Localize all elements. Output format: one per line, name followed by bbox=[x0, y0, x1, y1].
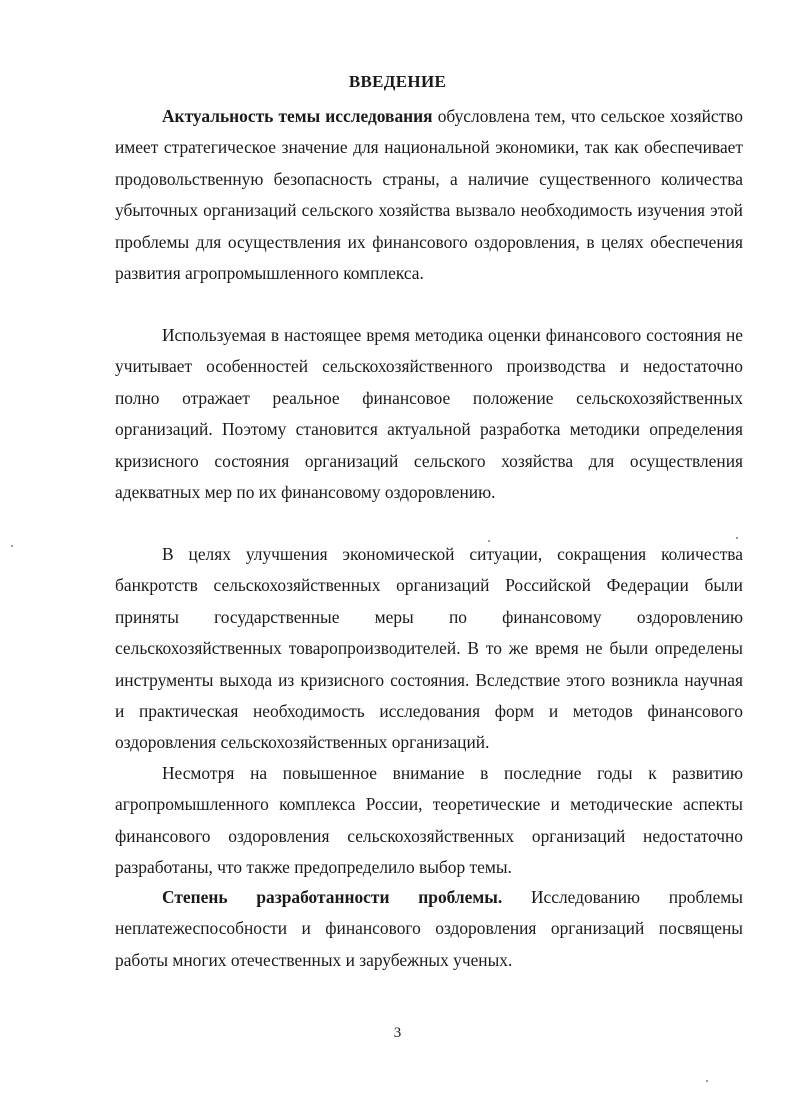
paragraph-1-block bbox=[115, 101, 743, 289]
paragraph bbox=[115, 320, 743, 508]
paragraph bbox=[115, 882, 743, 976]
paragraph-4-block bbox=[115, 758, 743, 884]
scan-speck bbox=[11, 545, 13, 547]
page-number: 3 bbox=[393, 1025, 402, 1041]
scan-speck bbox=[736, 537, 738, 539]
paragraph-5-block bbox=[115, 882, 743, 976]
paragraph bbox=[115, 758, 743, 884]
paragraph-text: Несмотря на повышенное внимание в последние годы к развитию агропромышленного комплекса России, теоретические и методические аспекты финансового оздоровления сельскохозяйственных организаций недостаточно разработаны, что также предопределило выбор темы. bbox=[115, 763, 743, 878]
paragraph-text: Используемая в настоящее время методика оценки финансового состояния не учитывает особенностей сельскохозяйственного производства и недостаточно полно отражает реальное финансовое положение сельскохозяйственных организаций. Поэтому становится актуальной разработка методики определения кризисного состояния организаций сельского хозяйства для осуществления адекватных мер по их финансовому оздоровлению. bbox=[115, 325, 743, 503]
paragraph-text: Исследованию проблемы неплатежеспособности и финансового оздоровления организаций посвящены работы многих отечественных и зарубежных ученых. bbox=[115, 887, 743, 970]
paragraph-2-block bbox=[115, 320, 743, 508]
paragraph-lead: Актуальность темы исследования bbox=[162, 106, 433, 126]
paragraph-text: В целях улучшения экономической ситуации, сокращения количества банкротств сельскохозяйственных организаций Российской Федерации были приняты государственные меры по финансовому оздоровлению сельскохозяйственных товаропроизводителей. В то же время не были определены инструменты выхода из кризисного состояния. Вследствие этого возникла научная и практическая необходимость исследования форм и методов финансового оздоровления сельскохозяйственных организаций. bbox=[115, 544, 743, 753]
paragraph bbox=[115, 101, 743, 289]
scan-speck bbox=[706, 1080, 708, 1082]
paragraph-3-block bbox=[115, 539, 743, 759]
paragraph bbox=[115, 539, 743, 759]
scan-speck bbox=[488, 540, 490, 542]
section-heading: ВВЕДЕНИЕ bbox=[348, 72, 447, 91]
paragraph-text: обусловлена тем, что сельское хозяйство имеет стратегическое значение для национальной экономики, так как обеспечивает продовольственную безопасность страны, а наличие существенного количества убыточных организаций сельского хозяйства вызвало необходимость изучения этой проблемы для осуществления их финансового оздоровления, в целях обеспечения развития агропромышленного комплекса. bbox=[115, 106, 743, 284]
paragraph-lead: Степень разработанности проблемы. bbox=[162, 887, 503, 907]
